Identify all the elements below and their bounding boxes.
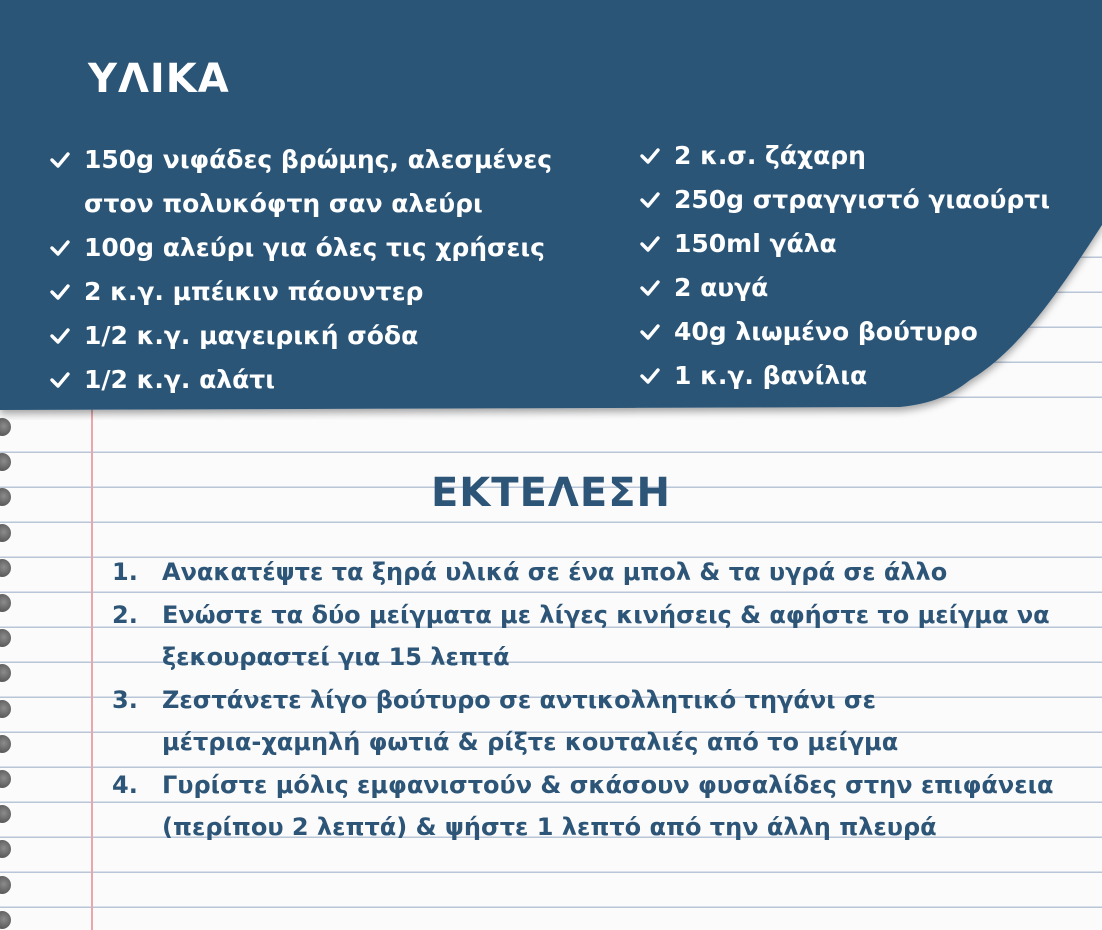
ingredient-item [46,226,566,270]
step-text: μέτρια-χαμηλή φωτιά & ρίξτε κουταλιές από το μείγμα [162,728,899,756]
step-number: 2. [112,600,138,629]
binder-hole [0,735,11,753]
ingredients-list-left [46,138,566,402]
method-title: ΕΚΤΕΛΕΣΗ [430,470,671,516]
ingredient-item [636,354,1076,398]
ingredient-text: 40g λιωμένο βούτυρο [674,317,978,346]
check-icon [636,222,664,266]
ingredient-item [46,314,566,358]
ingredient-text: 2 κ.γ. μπέικιν πάουντερ [84,277,424,306]
ingredient-item [636,178,1076,222]
check-icon [636,134,664,178]
binder-hole [0,418,11,436]
method-step [112,679,1072,764]
ingredient-text: 2 κ.σ. ζάχαρη [674,141,866,170]
ingredient-text: στον πολυκόφτη σαν αλεύρι [84,189,483,218]
check-icon [46,270,74,314]
check-icon [46,138,74,182]
binder-hole [0,594,11,612]
ingredient-text: 150ml γάλα [674,229,837,258]
step-text: Ενώστε τα δύο μείγματα με λίγες κινήσεις & αφήστε το μείγμα να [162,600,1050,629]
ingredients-banner [0,0,1102,420]
ingredient-item [46,358,566,402]
method-steps-list [112,551,1072,849]
step-number: 3. [112,685,138,714]
step-text: Γυρίστε μόλις εμφανιστούν & σκάσουν φυσαλίδες στην επιφάνεια [162,770,1054,799]
ingredient-text: 1 κ.γ. βανίλια [674,361,868,390]
binder-hole [0,664,11,682]
ingredient-item [636,134,1076,178]
ingredients-list-right [636,134,1076,398]
method-step [112,764,1072,849]
step-number: 1. [112,558,138,586]
step-number: 4. [112,770,138,799]
binder-hole [0,700,11,718]
step-text: (περίπου 2 λεπτά) & ψήστε 1 λεπτό από την άλλη πλευρά [162,813,937,841]
binder-hole [0,805,11,823]
method-step [112,594,1072,679]
binder-hole [0,629,11,647]
method-step [112,551,1072,594]
ingredient-item [636,222,1076,266]
step-text: Ζεστάνετε λίγο βούτυρο σε αντικολλητικό τηγάνι σε [162,685,876,714]
check-icon [636,310,664,354]
step-text: ξεκουραστεί για 15 λεπτά [162,643,510,671]
check-icon [636,354,664,398]
ingredient-item [636,310,1076,354]
check-icon [636,266,664,310]
binder-hole [0,911,11,929]
ingredient-item [46,270,566,314]
binder-hole [0,453,11,471]
binder-hole [0,559,11,577]
binder-hole [0,770,11,788]
ingredient-text: 150g νιφάδες βρώμης, αλεσμένες [84,145,553,174]
ingredient-text: 250g στραγγιστό γιαούρτι [674,185,1050,214]
check-icon [636,178,664,222]
ingredients-title: ΥΛΙΚΑ [88,56,230,102]
check-icon [46,314,74,358]
ingredient-text: 100g αλεύρι για όλες τις χρήσεις [84,233,545,262]
binder-hole [0,876,11,894]
ingredient-text: 1/2 κ.γ. αλάτι [84,365,275,394]
ingredient-item [636,266,1076,310]
ingredient-item [46,138,566,226]
ingredient-text: 1/2 κ.γ. μαγειρική σόδα [84,321,419,350]
check-icon [46,226,74,270]
binder-hole [0,840,11,858]
ingredient-text: 2 αυγά [674,273,769,302]
binder-hole [0,524,11,542]
step-text: Ανακατέψτε τα ξηρά υλικά σε ένα μπολ & τα υγρά σε άλλο [162,558,948,586]
check-icon [46,358,74,402]
